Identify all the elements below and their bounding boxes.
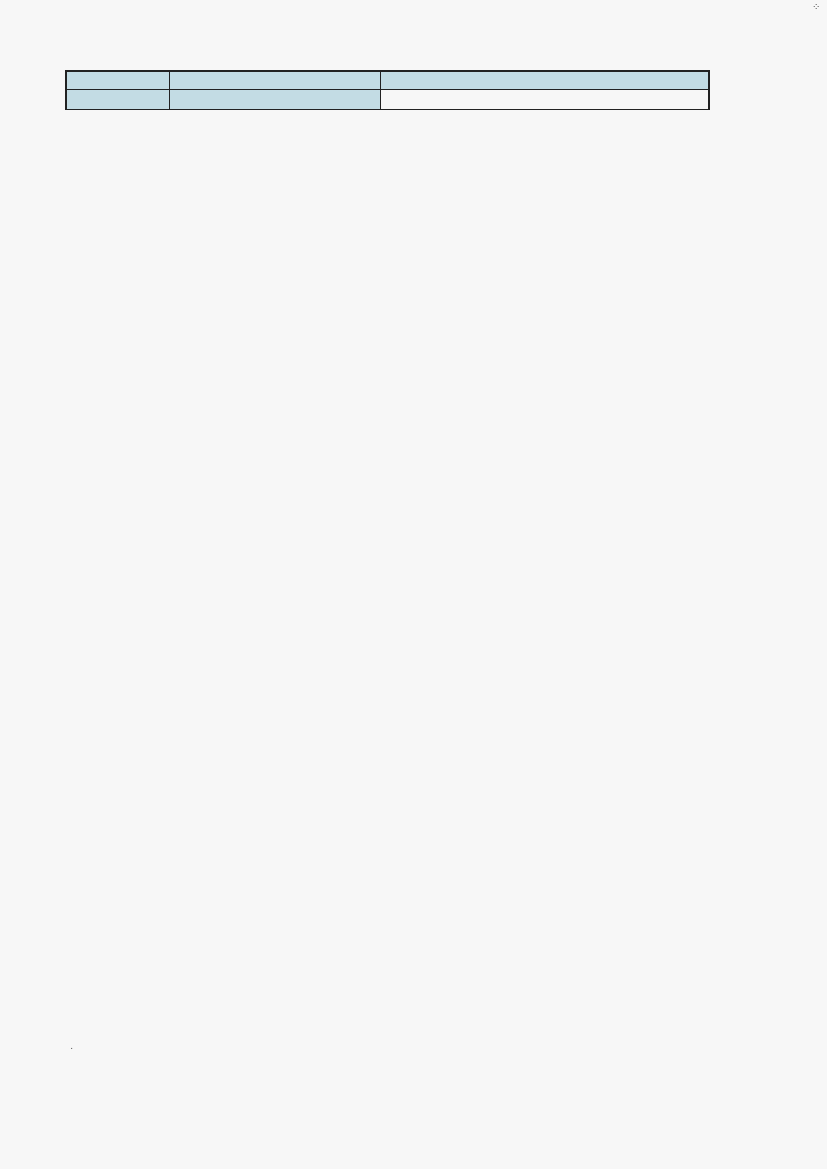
- drop-amount-header: [381, 70, 710, 90]
- scan-speck: ⁘: [812, 2, 821, 13]
- saldo-awal-header: [170, 90, 381, 110]
- subheader-blank: [65, 90, 170, 110]
- scan-speck: ·: [70, 1043, 74, 1054]
- subheader-blank-right: [381, 90, 710, 110]
- tanggal-header: [65, 70, 170, 90]
- drop-dana-header: [170, 70, 381, 90]
